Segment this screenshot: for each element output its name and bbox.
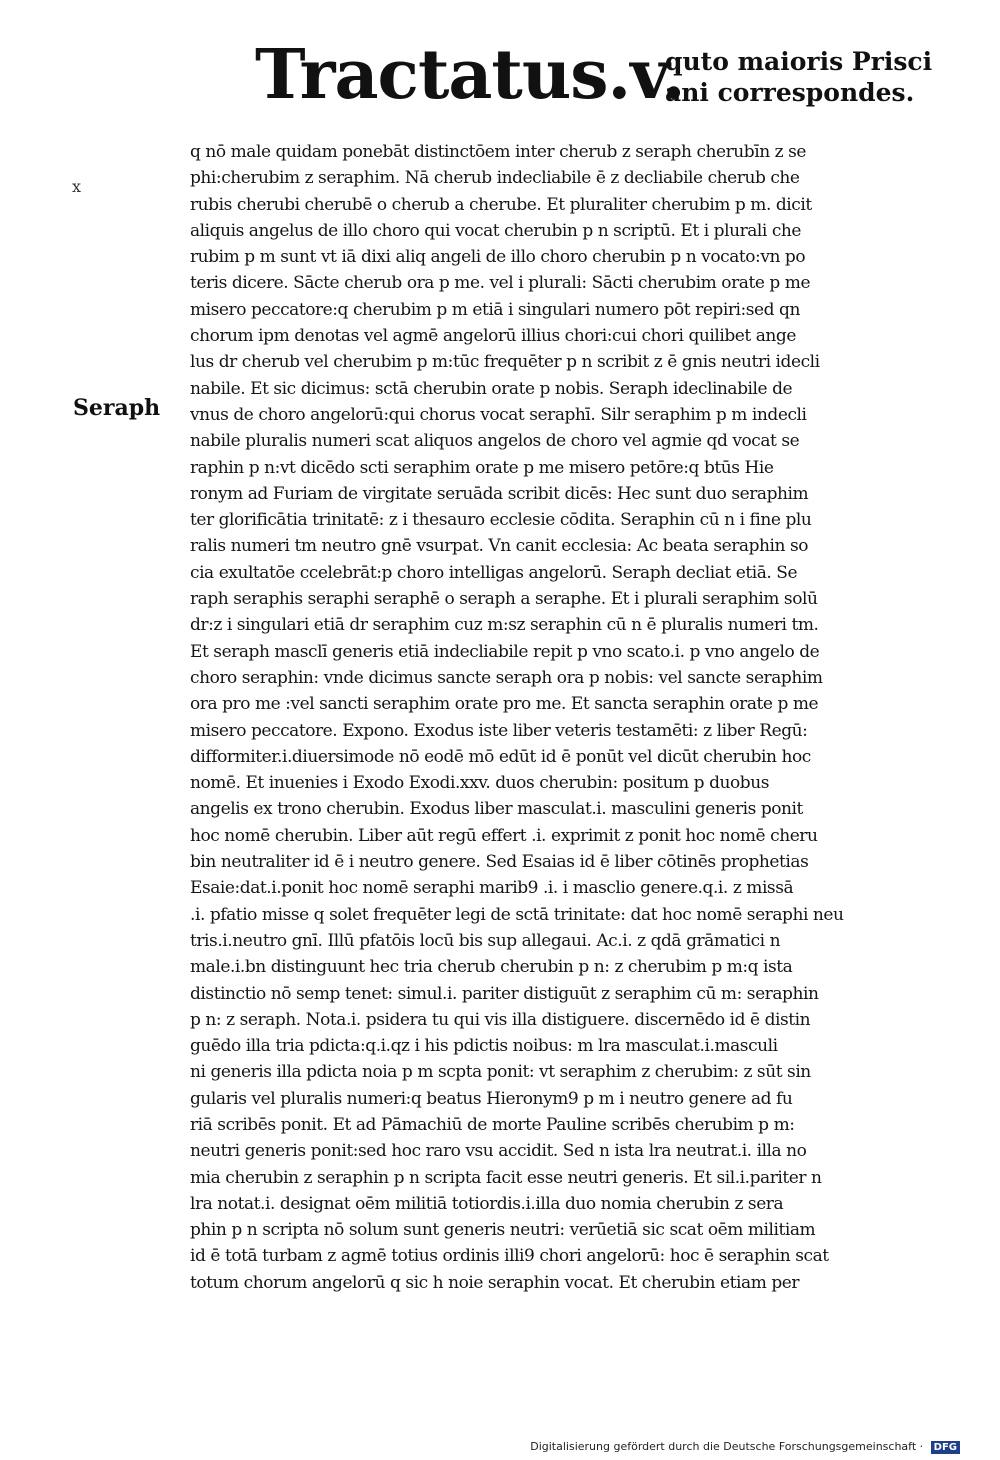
- text-line: riā scribēs ponit. Et ad Pāmachiū de morte Pauline scribēs cherubim p m:: [190, 1114, 795, 1135]
- text-line: p n: z seraph. Nota.i. psidera tu qui vis illa distiguere. discernēdo id ē distin: [190, 1009, 811, 1030]
- text-line: ralis numeri tm neutro gnē vsurpat. Vn canit ecclesia: Ac beata seraphin so: [190, 536, 809, 557]
- text-line: Et seraph masclī generis etiā indecliabile repit p vno scato.i. p vno angelo de: [190, 641, 820, 662]
- text-line: Esaie:dat.i.ponit hoc nomē seraphi marib9 .i. i masclio genere.q.i. z missā: [190, 878, 794, 899]
- text-line: misero peccatore. Expono. Exodus iste liber veteris testamēti: z liber Regū:: [190, 720, 808, 741]
- text-line: rubim p m sunt vt iā dixi aliq angeli de illo choro cherubin p n vocato:vn po: [190, 247, 806, 268]
- text-line: hoc nomē cherubin. Liber aūt regū effert .i. exprimit z ponit hoc nomē cheru: [190, 825, 818, 846]
- subtitle-line-1: quto maioris Prisci: [665, 47, 933, 76]
- text-line: cia exultatōe ccelebrāt:p choro intelligas angelorū. Seraph decliat etiā. Se: [190, 562, 798, 583]
- margin-mark: x: [72, 177, 82, 196]
- text-line: angelis ex trono cherubin. Exodus liber masculat.i. masculini generis ponit: [190, 799, 803, 820]
- text-line: lus dr cherub vel cherubim p m:tūc frequēter p n scribit z ē gnis neutri idecli: [190, 352, 820, 373]
- text-line: phi:cherubim z seraphim. Nā cherub indecliabile ē z decliabile cherub che: [190, 168, 800, 189]
- text-line: tris.i.neutro gnī. Illū pfatōis locū bis sup allegaui. Ac.i. z qdā grāmatici n: [190, 930, 781, 951]
- text-line: aliquis angelus de illo choro qui vocat cherubin p n scriptū. Et i plurali che: [190, 220, 802, 241]
- text-line: ronym ad Furiam de virgitate seruāda scribit dicēs: Hec sunt duo seraphim: [190, 483, 809, 504]
- text-line: distinctio nō semp tenet: simul.i. pariter distiguūt z seraphim cū m: seraphin: [190, 983, 819, 1004]
- credit-text: Digitalisierung gefördert durch die Deutsche Forschungsgemeinschaft ·: [530, 1440, 924, 1453]
- subtitle-line-2: ani correspondes.: [665, 78, 915, 107]
- text-line: ora pro me :vel sancti seraphim orate pro me. Et sancta seraphin orate p me: [190, 694, 819, 715]
- text-line: teris dicere. Sācte cherub ora p me. vel i plurali: Sācti cherubim orate p me: [190, 273, 811, 294]
- text-line: vnus de choro angelorū:qui chorus vocat seraphī. Silr seraphim p m indecli: [190, 404, 807, 425]
- text-line: bin neutraliter id ē i neutro genere. Sed Esaias id ē liber cōtinēs prophetias: [190, 852, 809, 873]
- text-line: nabile. Et sic dicimus: sctā cherubin orate p nobis. Seraph ideclinabile de: [190, 378, 793, 399]
- text-line: raphin p n:vt dicēdo scti seraphim orate p me misero petōre:q btūs Hie: [190, 457, 774, 478]
- text-line: dr:z i singulari etiā dr seraphim cuz m:sz seraphin cū n ē pluralis numeri tm.: [190, 615, 819, 636]
- text-line: ter glorificātia trinitatē: z i thesauro ecclesie cōdita. Seraphin cū n i fine plu: [190, 510, 812, 531]
- text-line: neutri generis ponit:sed hoc raro vsu accidit. Sed n ista lra neutrat.i. illa no: [190, 1141, 807, 1162]
- body-text: [190, 139, 985, 1334]
- running-head: [255, 30, 933, 130]
- text-line: raph seraphis seraphi seraphē o seraph a seraphe. Et i plurali seraphim solū: [190, 589, 818, 610]
- text-line: misero peccatore:q cherubim p m etiā i singulari numero pōt repiri:sed qn: [190, 299, 800, 320]
- text-line: mia cherubin z seraphin p n scripta facit esse neutri generis. Et sil.i.pariter n: [190, 1167, 822, 1188]
- text-line: choro seraphin: vnde dicimus sancte seraph ora p nobis: vel sancte seraphim: [190, 667, 823, 688]
- text-line: chorum ipm denotas vel agmē angelorū illius chori:cui chori quilibet ange: [190, 326, 796, 347]
- margin-note-seraph: Seraph: [73, 395, 161, 421]
- text-line: rubis cherubi cherubē o cherub a cherube. Et pluraliter cherubim p m. dicit: [190, 194, 812, 215]
- text-line: gularis vel pluralis numeri:q beatus Hieronym9 p m i neutro genere ad fu: [190, 1088, 793, 1109]
- treatise-title: Tractatus.v.: [255, 35, 685, 115]
- running-head-subtitle: [665, 46, 933, 108]
- text-line: difformiter.i.diuersimode nō eodē mō edūt id ē ponūt vel dicūt cherubin hoc: [190, 746, 811, 767]
- dfg-logo: DFG: [931, 1441, 960, 1454]
- text-line: phin p n scripta nō solum sunt generis neutri: verūetiā sic scat oēm militiam: [190, 1220, 816, 1241]
- text-line: .i. pfatio misse q solet frequēter legi de sctā trinitate: dat hoc nomē seraphi neu: [190, 904, 844, 925]
- text-line: ni generis illa pdicta noia p m scpta ponit: vt seraphim z cherubim: z sūt sin: [190, 1062, 811, 1083]
- text-line: totum chorum angelorū q sic h noie seraphin vocat. Et cherubin etiam per: [190, 1272, 800, 1293]
- text-line: lra notat.i. designat oēm militiā totiordis.i.illa duo nomia cherubin z sera: [190, 1193, 784, 1214]
- text-line: q nō male quidam ponebāt distinctōem inter cherub z seraph cherubīn z se: [190, 142, 807, 162]
- text-line: male.i.bn distinguunt hec tria cherub cherubin p n: z cherubim p m:q ista: [190, 957, 793, 978]
- text-line: guēdo illa tria pdicta:q.i.qz i his pdictis noibus: m lra masculat.i.masculi: [190, 1036, 778, 1057]
- text-line: nabile pluralis numeri scat aliquos angelos de choro vel agmie qd vocat se: [190, 431, 800, 452]
- digitization-credit: [530, 1440, 960, 1454]
- text-line: id ē totā turbam z agmē totius ordinis illi9 chori angelorū: hoc ē seraphin scat: [190, 1246, 829, 1267]
- text-line: nomē. Et inuenies i Exodo Exodi.xxv. duos cherubin: positum p duobus: [190, 773, 769, 794]
